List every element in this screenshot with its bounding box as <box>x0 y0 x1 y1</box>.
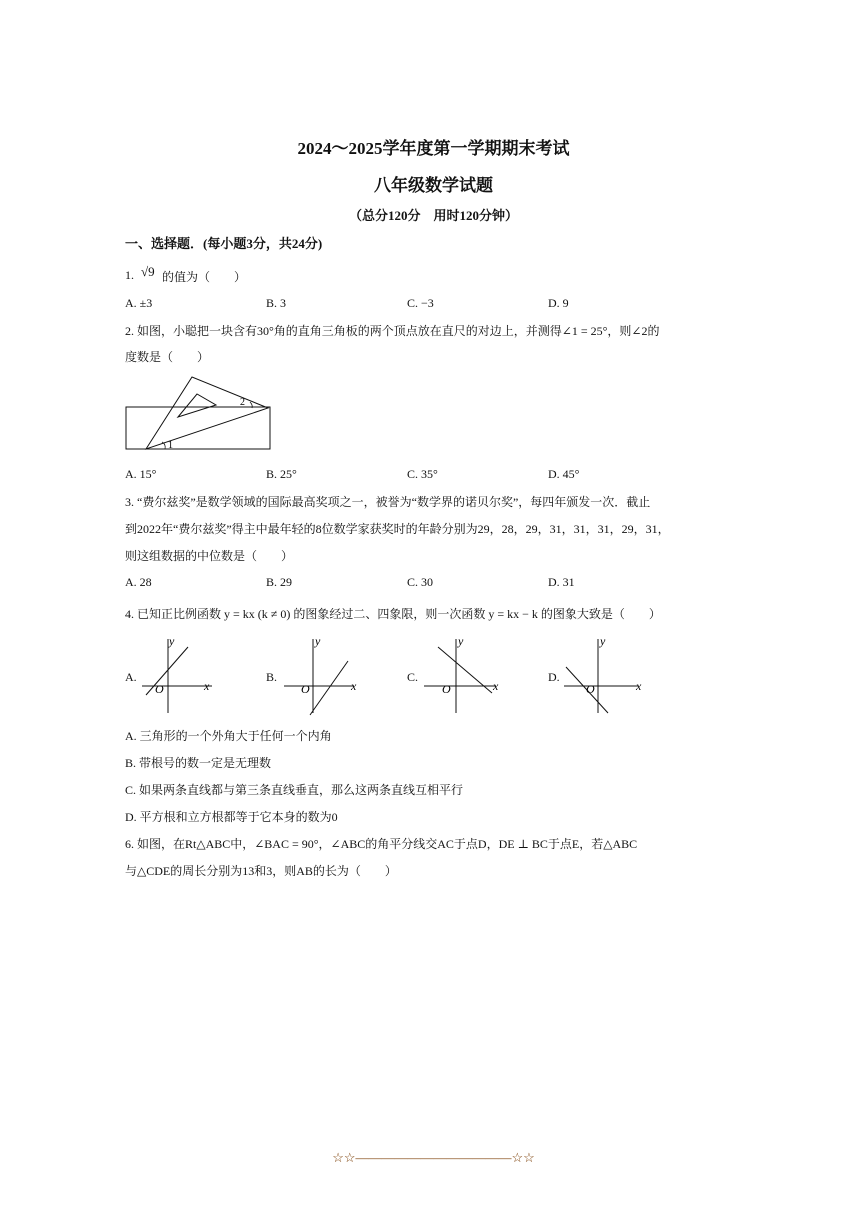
origin-label: O <box>586 682 595 696</box>
ruler-rect <box>126 407 270 449</box>
q2-line-2: 度数是（ ） <box>125 350 210 364</box>
q4-option-c-label: C. <box>407 670 419 684</box>
x-label: x <box>204 679 210 693</box>
q3-option-d: D. 31 <box>548 575 575 589</box>
q3-line-2: 到2022年“费尔兹奖”得主中最年轻的8位数学家获奖时的年龄分别为29，28，29，31，31，31，29，31， <box>125 522 670 536</box>
q3-line-1: 3. “费尔兹奖”是数学领域的国际最高奖项之一，被誉为“数学界的诺贝尔奖”，每四年颁发一次．截止 <box>125 495 651 509</box>
y-label: y <box>315 634 321 648</box>
function-line <box>146 647 188 695</box>
origin-label: O <box>301 682 310 696</box>
q1-option-d: D. 9 <box>548 296 569 310</box>
q1-number: 1. <box>125 268 134 282</box>
q3-line-3: 则这组数据的中位数是（ ） <box>125 549 294 563</box>
set-square-inner <box>178 394 216 417</box>
function-line <box>310 661 348 715</box>
q4-graph-b <box>280 633 360 717</box>
q4-graph-d <box>560 633 648 717</box>
q1-option-a: A. ±3 <box>125 296 153 310</box>
q1-option-b: B. 3 <box>266 296 287 310</box>
q2-option-d: D. 45° <box>548 467 580 481</box>
q5-option-d: D. 平方根和立方根都等于它本身的数为0 <box>125 810 338 824</box>
origin-label: O <box>442 682 451 696</box>
section-heading: 一、选择题．(每小题3分，共24分) <box>125 236 323 251</box>
x-label: x <box>493 679 499 693</box>
q3-option-b: B. 29 <box>266 575 293 589</box>
q3-option-c: C. 30 <box>407 575 434 589</box>
exam-subtitle: 八年级数学试题 <box>374 176 493 195</box>
q1-sqrt: √9 <box>141 264 155 279</box>
y-label: y <box>169 634 175 648</box>
q5-option-c: C. 如果两条直线都与第三条直线垂直，那么这两条直线互相平行 <box>125 783 464 797</box>
angle-2-label: 2 <box>240 397 245 408</box>
q4-option-a-label: A. <box>125 670 137 684</box>
q1-option-c: C. −3 <box>407 296 434 310</box>
q2-option-a: A. 15° <box>125 467 157 481</box>
q5-option-a: A. 三角形的一个外角大于任何一个内角 <box>125 729 332 743</box>
exam-meta: （总分120分 用时120分钟） <box>348 208 518 223</box>
q4-option-d-label: D. <box>548 670 560 684</box>
q3-option-a: A. 28 <box>125 575 152 589</box>
q4-text: 4. 已知正比例函数 y = kx (k ≠ 0) 的图象经过二、四象限，则一次函数 y = kx − k 的图象大致是（ ） <box>125 607 661 621</box>
ruler-triangle-figure <box>122 372 277 454</box>
x-label: x <box>636 679 642 693</box>
x-label: x <box>351 679 357 693</box>
y-label: y <box>458 634 464 648</box>
angle-1-label: 1 <box>168 440 173 451</box>
q2-option-b: B. 25° <box>266 467 297 481</box>
q1-text: 的值为（ ） <box>162 270 247 284</box>
q5-option-b: B. 带根号的数一定是无理数 <box>125 756 272 770</box>
q4-option-b-label: B. <box>266 670 278 684</box>
q4-graph-c <box>420 633 505 717</box>
set-square-outer <box>146 377 268 449</box>
y-label: y <box>600 634 606 648</box>
page-footer-ornament: ☆☆————————————☆☆ <box>332 1150 535 1165</box>
q6-line-2: 与△CDE的周长分别为13和3，则AB的长为（ ） <box>125 864 397 878</box>
q2-option-c: C. 35° <box>407 467 438 481</box>
exam-title: 2024～2025学年度第一学期期末考试 <box>297 139 570 158</box>
q6-line-1: 6. 如图，在Rt△ABC中，∠BAC = 90°，∠ABC的角平分线交AC于点D，DE ⊥ BC于点E，若△ABC <box>125 837 638 851</box>
origin-label: O <box>155 682 164 696</box>
q2-line-1: 2. 如图，小聪把一块含有30°角的直角三角板的两个顶点放在直尺的对边上，并测得∠1 = 25°，则∠2的 <box>125 324 660 338</box>
q4-graph-a <box>138 633 218 717</box>
